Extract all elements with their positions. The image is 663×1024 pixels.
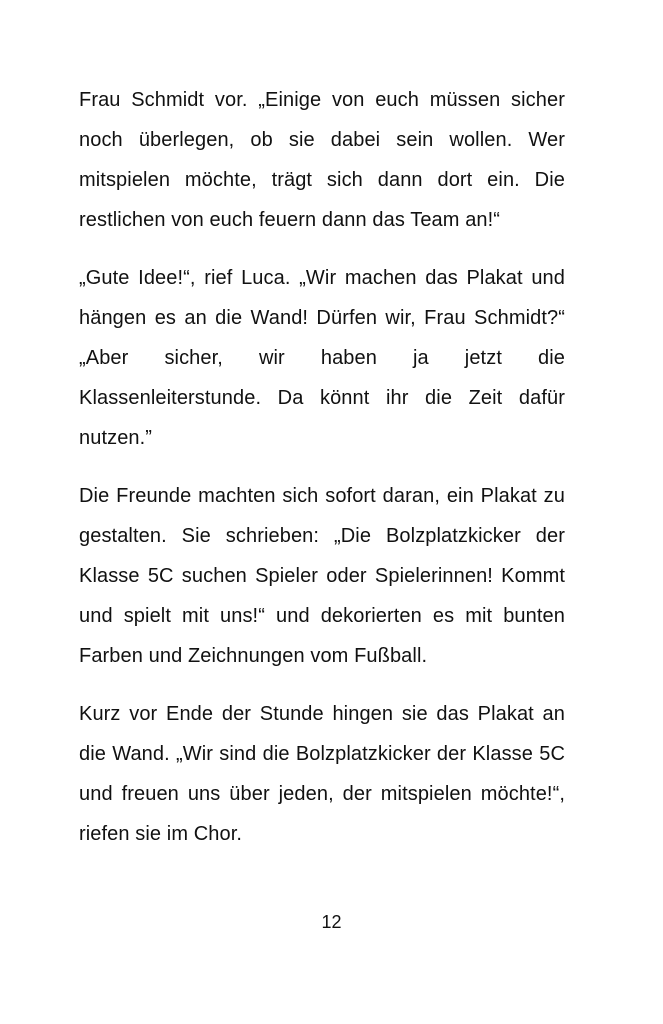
paragraph-4: Kurz vor Ende der Stunde hingen sie das Plakat an die Wand. „Wir sind die Bolzplatzkicker der Klasse 5C und freuen uns über jeden, der mitspielen möchte!“, riefen sie im Chor. (79, 703, 565, 845)
page-number: 12 (321, 912, 342, 932)
paragraph-3: Die Freunde machten sich sofort daran, ein Plakat zu gestalten. Sie schrieben: „Die Bolzplatzkicker der Klasse 5C suchen Spieler oder Spielerinnen! Kommt und spielt mit uns!“ und dekorierten es mit bunten Farben und Zeichnungen vom Fußball. (79, 485, 565, 667)
paragraph-1: Frau Schmidt vor. „Einige von euch müssen sicher noch überlegen, ob sie dabei sein wollen. Wer mitspielen möchte, trägt sich dann dort ein. Die restlichen von euch feuern dann das Team an!“ (79, 89, 565, 231)
paragraph-2: „Gute Idee!“, rief Luca. „Wir machen das Plakat und hängen es an die Wand! Dürfen wir, Frau Schmidt?“ „Aber sicher, wir haben ja jetzt die Klassenleiterstunde. Da könnt ihr die Zeit dafür nutzen.” (79, 267, 565, 449)
page-body (79, 80, 565, 872)
